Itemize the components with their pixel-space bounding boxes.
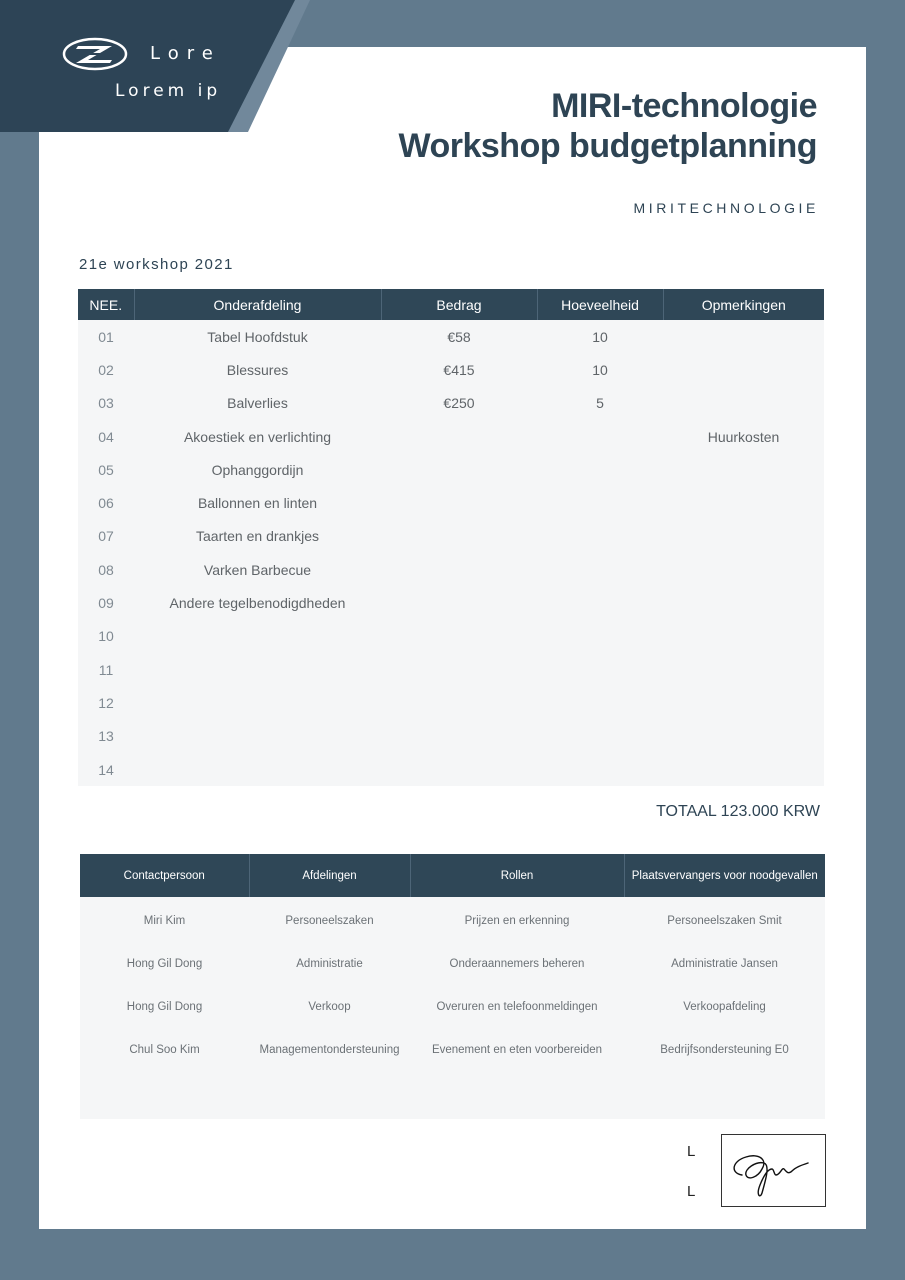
substitute-cell: Verkoopafdeling: [624, 985, 825, 1028]
col-header-departments: Afdelingen: [249, 854, 410, 897]
table-row-empty: [80, 1071, 825, 1119]
row-number: 02: [78, 353, 134, 386]
quantity-cell: [537, 453, 663, 486]
contacts-table: [80, 854, 825, 1119]
quantity-cell: [537, 420, 663, 453]
row-number: 03: [78, 387, 134, 420]
department-cell: Managementondersteuning: [249, 1028, 410, 1071]
subdivision-cell: Akoestiek en verlichting: [134, 420, 381, 453]
remarks-cell: [663, 620, 824, 653]
row-number: 10: [78, 620, 134, 653]
row-number: 09: [78, 586, 134, 619]
signature-label-1: L: [687, 1143, 696, 1160]
table-row: [78, 753, 824, 786]
logo-text-top: Lore: [150, 43, 221, 64]
subdivision-cell: Ballonnen en linten: [134, 486, 381, 519]
table-row: [80, 1028, 825, 1071]
budget-header-row: [78, 289, 824, 320]
quantity-cell: 10: [537, 320, 663, 353]
remarks-cell: [663, 387, 824, 420]
remarks-cell: [663, 753, 824, 786]
amount-cell: [381, 686, 537, 719]
amount-cell: [381, 553, 537, 586]
subdivision-cell: [134, 653, 381, 686]
quantity-cell: [537, 653, 663, 686]
table-row: [78, 553, 824, 586]
row-number: 12: [78, 686, 134, 719]
contact-cell: Hong Gil Dong: [80, 942, 249, 985]
table-row: [78, 653, 824, 686]
remarks-cell: [663, 453, 824, 486]
role-cell: Onderaannemers beheren: [410, 942, 624, 985]
remarks-cell: [663, 720, 824, 753]
table-row: [78, 387, 824, 420]
col-header-contact: Contactpersoon: [80, 854, 249, 897]
remarks-cell: [663, 486, 824, 519]
row-number: 06: [78, 486, 134, 519]
quantity-cell: 5: [537, 387, 663, 420]
title-line-1: MIRI-technologie: [551, 87, 817, 125]
table-row: [78, 520, 824, 553]
table-row: [78, 720, 824, 753]
col-header-remarks: Opmerkingen: [663, 289, 824, 320]
table-row: [80, 897, 825, 942]
col-header-substitutes: Plaatsvervangers voor noodgevallen: [624, 854, 825, 897]
quantity-cell: [537, 620, 663, 653]
contact-cell: Chul Soo Kim: [80, 1028, 249, 1071]
row-number: 11: [78, 653, 134, 686]
remarks-cell: [663, 520, 824, 553]
logo-text-bottom: Lorem ip: [115, 81, 222, 101]
col-header-amount: Bedrag: [381, 289, 537, 320]
row-number: 01: [78, 320, 134, 353]
amount-cell: [381, 486, 537, 519]
row-number: 13: [78, 720, 134, 753]
signature-box: [721, 1134, 826, 1207]
row-number: 04: [78, 420, 134, 453]
total-amount: TOTAAL 123.000 KRW: [656, 803, 820, 820]
subdivision-cell: [134, 686, 381, 719]
table-row: [78, 453, 824, 486]
table-row: [78, 620, 824, 653]
remarks-cell: [663, 320, 824, 353]
amount-cell: [381, 520, 537, 553]
quantity-cell: [537, 686, 663, 719]
subdivision-cell: Varken Barbecue: [134, 553, 381, 586]
substitute-cell: Personeelszaken Smit: [624, 897, 825, 942]
row-number: 08: [78, 553, 134, 586]
amount-cell: [381, 586, 537, 619]
contacts-header-row: [80, 854, 825, 897]
col-header-subdivision: Onderafdeling: [134, 289, 381, 320]
table-row: [78, 686, 824, 719]
quantity-cell: [537, 553, 663, 586]
quantity-cell: [537, 520, 663, 553]
z-emblem-icon: [62, 37, 128, 71]
amount-cell: [381, 720, 537, 753]
quantity-cell: [537, 753, 663, 786]
subdivision-cell: Blessures: [134, 353, 381, 386]
subdivision-cell: Ophanggordijn: [134, 453, 381, 486]
subdivision-cell: [134, 720, 381, 753]
signature-label-2: L: [687, 1183, 696, 1200]
table-row: [78, 320, 824, 353]
remarks-cell: [663, 686, 824, 719]
subdivision-cell: Tabel Hoofdstuk: [134, 320, 381, 353]
amount-cell: [381, 620, 537, 653]
subdivision-cell: Balverlies: [134, 387, 381, 420]
amount-cell: €58: [381, 320, 537, 353]
table-row: [80, 942, 825, 985]
role-cell: Evenement en eten voorbereiden: [410, 1028, 624, 1071]
role-cell: Overuren en telefoonmeldingen: [410, 985, 624, 1028]
col-header-number: NEE.: [78, 289, 134, 320]
col-header-quantity: Hoeveelheid: [537, 289, 663, 320]
budget-table: [78, 289, 824, 786]
amount-cell: [381, 653, 537, 686]
table-row: [78, 353, 824, 386]
row-number: 14: [78, 753, 134, 786]
remarks-cell: [663, 353, 824, 386]
page-title: [399, 86, 818, 166]
row-number: 07: [78, 520, 134, 553]
amount-cell: [381, 753, 537, 786]
table-row: [80, 985, 825, 1028]
department-cell: Verkoop: [249, 985, 410, 1028]
table-row: [78, 420, 824, 453]
workshop-label: 21e workshop 2021: [79, 256, 234, 273]
quantity-cell: [537, 486, 663, 519]
remarks-cell: Huurkosten: [663, 420, 824, 453]
signature-icon: [722, 1135, 825, 1206]
department-cell: Administratie: [249, 942, 410, 985]
subdivision-cell: [134, 620, 381, 653]
subdivision-cell: Taarten en drankjes: [134, 520, 381, 553]
amount-cell: [381, 420, 537, 453]
company-name: MIRITECHNOLOGIE: [633, 200, 819, 216]
remarks-cell: [663, 586, 824, 619]
substitute-cell: Bedrijfsondersteuning E0: [624, 1028, 825, 1071]
quantity-cell: [537, 586, 663, 619]
table-row: [78, 486, 824, 519]
amount-cell: €250: [381, 387, 537, 420]
row-number: 05: [78, 453, 134, 486]
title-line-2: Workshop budgetplanning: [398, 127, 817, 165]
col-header-roles: Rollen: [410, 854, 624, 897]
contact-cell: Hong Gil Dong: [80, 985, 249, 1028]
amount-cell: [381, 453, 537, 486]
department-cell: Personeelszaken: [249, 897, 410, 942]
subdivision-cell: [134, 753, 381, 786]
quantity-cell: 10: [537, 353, 663, 386]
contact-cell: Miri Kim: [80, 897, 249, 942]
subdivision-cell: Andere tegelbenodigdheden: [134, 586, 381, 619]
amount-cell: €415: [381, 353, 537, 386]
substitute-cell: Administratie Jansen: [624, 942, 825, 985]
remarks-cell: [663, 653, 824, 686]
role-cell: Prijzen en erkenning: [410, 897, 624, 942]
remarks-cell: [663, 553, 824, 586]
table-row: [78, 586, 824, 619]
quantity-cell: [537, 720, 663, 753]
